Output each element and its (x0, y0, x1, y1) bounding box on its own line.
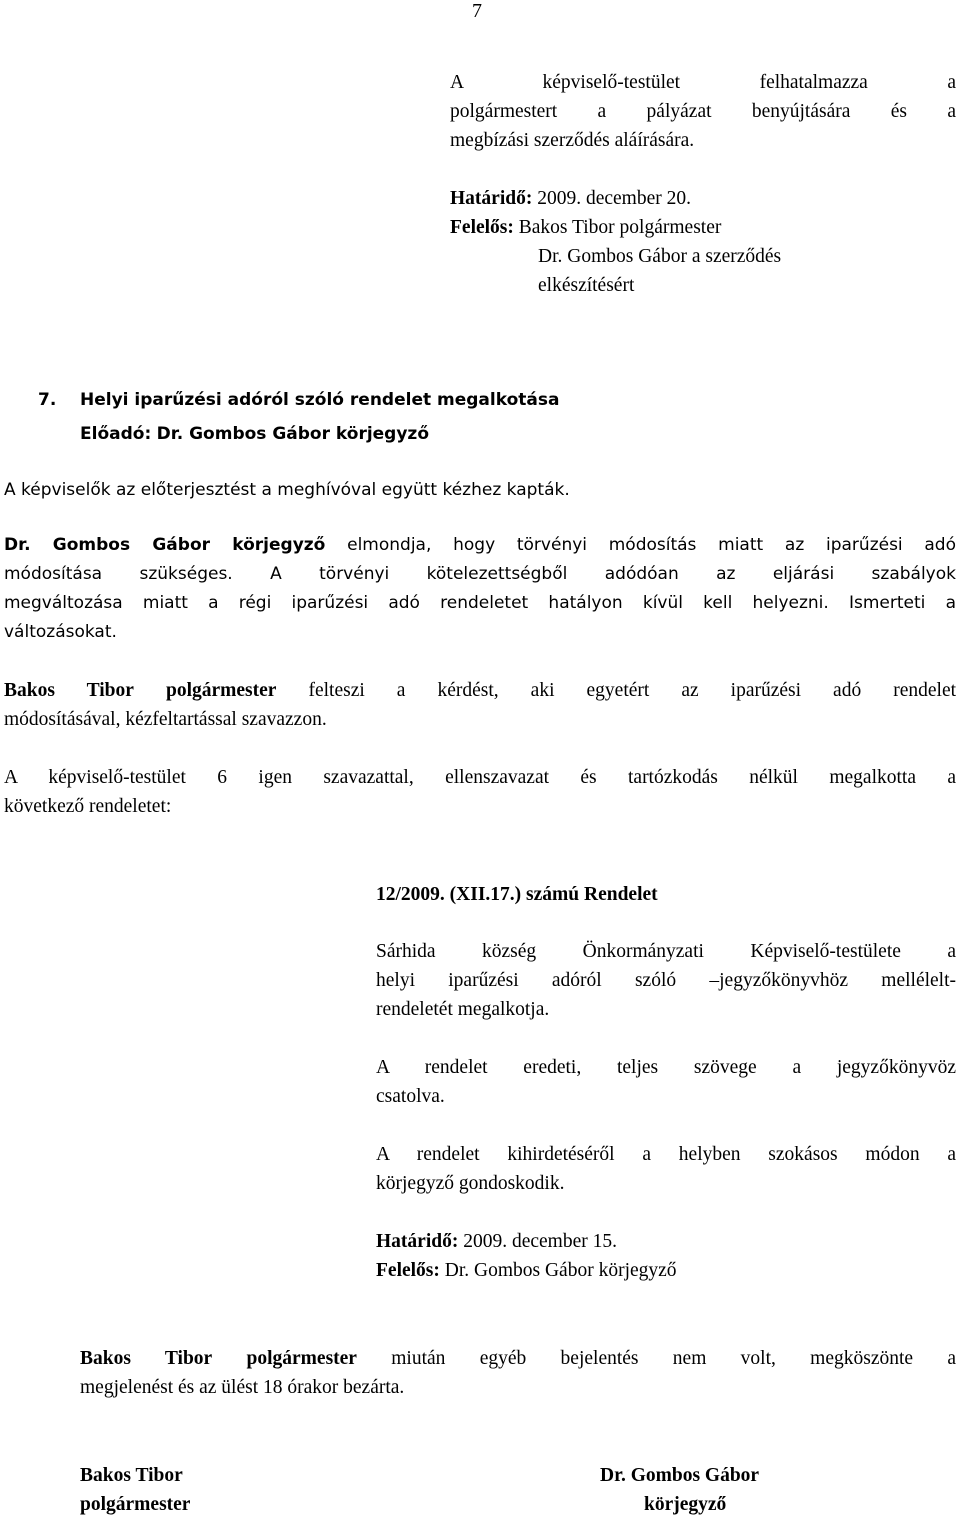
responsible-1-extra-line-2: elkészítésért (538, 275, 635, 296)
publication-line-1: A rendelet kihirdetéséről a helyben szokásos módon a (376, 1144, 956, 1165)
responsible-1: Felelős: Bakos Tibor polgármester (450, 217, 722, 238)
signature-right-name: Dr. Gombos Gábor (600, 1465, 760, 1486)
notary-statement-line-3: megváltozása miatt a régi iparűzési adó rendeletet hatályon kívül kell helyezni. Ismerteti a (4, 593, 956, 613)
authorization-line-3: megbízási szerződés aláírására. (450, 130, 695, 151)
notary-statement-line-1: Dr. Gombos Gábor körjegyző elmondja, hogy törvényi módosítás miatt az iparűzési adó (4, 535, 956, 555)
authorization-line-1: A képviselő-testület felhatalmazza a (450, 72, 956, 93)
closing-line-2: megjelenést és az ülést 18 órakor bezárta. (80, 1377, 405, 1398)
responsible-1-extra-line-1: Dr. Gombos Gábor a szerződés (538, 246, 782, 267)
section-presenter: Előadó: Dr. Gombos Gábor körjegyző (80, 424, 430, 444)
notary-statement-line-2: módosítása szükséges. A törvényi kötelezettségből adódóan az eljárási szabályok (4, 564, 956, 584)
signature-right-title: körjegyző (644, 1494, 727, 1515)
publication-line-2: körjegyző gondoskodik. (376, 1173, 565, 1194)
decree-text-line-2: helyi iparűzési adóról szóló –jegyzőkönyvhöz mellélelt- (376, 970, 956, 991)
responsible-2: Felelős: Dr. Gombos Gábor körjegyző (376, 1260, 677, 1281)
deadline-2: Határidő: 2009. december 15. (376, 1231, 617, 1252)
signature-left-title: polgármester (80, 1494, 191, 1515)
notary-statement-line-4: változásokat. (4, 622, 117, 642)
closing-line-1: Bakos Tibor polgármester miután egyéb bejelentés nem volt, megköszönte a (80, 1348, 957, 1369)
attachment-line-2: csatolva. (376, 1086, 445, 1107)
page-number: 7 (472, 0, 482, 22)
vote-result-line-2: következő rendeletet: (4, 796, 172, 817)
mayor-question-line-1: Bakos Tibor polgármester felteszi a kérdést, aki egyetért az iparűzési adó rendelet (4, 680, 957, 701)
deadline-1: Határidő: 2009. december 20. (450, 188, 691, 209)
attachment-line-1: A rendelet eredeti, teljes szövege a jegyzőkönyvöz (376, 1057, 956, 1078)
section-title: Helyi iparűzési adóról szóló rendelet megalkotása (80, 390, 560, 410)
decree-title: 12/2009. (XII.17.) számú Rendelet (376, 884, 658, 905)
vote-result-line-1: A képviselő-testület 6 igen szavazattal, ellenszavazat és tartózkodás nélkül megalkotta a (4, 767, 956, 788)
decree-text-line-1: Sárhida község Önkormányzati Képviselő-testülete a (376, 941, 956, 962)
decree-text-line-3: rendeletét megalkotja. (376, 999, 550, 1020)
section-number: 7. (38, 390, 57, 410)
signature-left-name: Bakos Tibor (80, 1465, 183, 1486)
authorization-line-2: polgármestert a pályázat benyújtására és a (450, 101, 956, 122)
mayor-question-line-2: módosításával, kézfeltartással szavazzon. (4, 709, 327, 730)
received-sentence: A képviselők az előterjesztést a meghívóval együtt kézhez kapták. (4, 480, 570, 500)
